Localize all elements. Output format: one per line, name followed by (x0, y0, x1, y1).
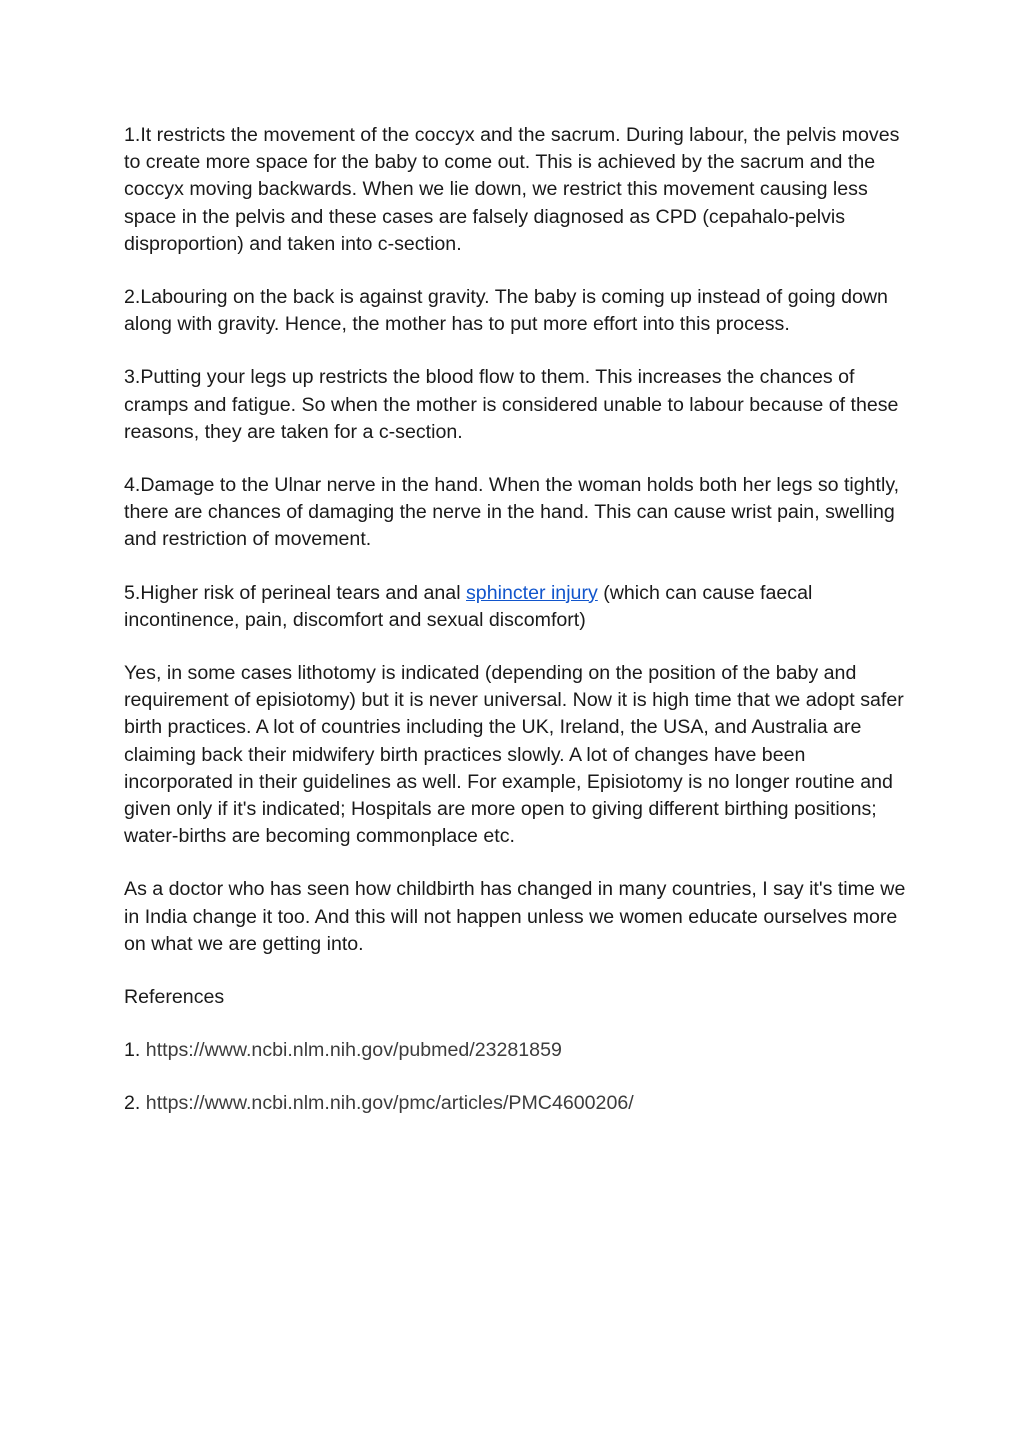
reference-item-1 (124, 1037, 914, 1064)
paragraph-point-3: 3.Putting your legs up restricts the blood flow to them. This increases the chances of cramps and fatigue. So when the mother is considered unable to labour because of these reasons, they are taken for a c-section. (124, 366, 899, 443)
paragraph-point-4: 4.Damage to the Ulnar nerve in the hand. When the woman holds both her legs so tightly, there are chances of damaging the nerve in the hand. This can cause wrist pain, swelling and restriction of movement. (124, 474, 900, 551)
reference-item-2 (124, 1090, 914, 1117)
references-heading: References (124, 986, 225, 1009)
reference-url-1[interactable]: https://www.ncbi.nlm.nih.gov/pubmed/23281859 (145, 1039, 562, 1062)
paragraph-lithotomy-discussion: Yes, in some cases lithotomy is indicated (depending on the position of the baby and requirement of episiotomy) but it is never universal. Now it is high time that we adopt safer birth practices. A lot of countries including the UK, Ireland, the USA, and Australia are claiming back their midwifery birth practices slowly. A lot of changes have been incorporated in their guidelines as well. For example, Episiotomy is no longer routine and given only if it's indicated; Hospitals are more open to giving different birthing positions; water-births are becoming commonplace etc. (124, 662, 904, 848)
reference-number-2: 2. (124, 1092, 146, 1115)
reference-url-2[interactable]: https://www.ncbi.nlm.nih.gov/pmc/articles/PMC4600206/ (145, 1092, 634, 1115)
paragraph-point-2: 2.Labouring on the back is against gravity. The baby is coming up instead of going down along with gravity. Hence, the mother has to put more effort into this process. (124, 286, 888, 336)
document-body (124, 122, 914, 1144)
paragraph-point-5-text-start: 5.Higher risk of perineal tears and anal (124, 581, 466, 604)
paragraph-point-5-text-end: (which can cause faecal incontinence, pain, discomfort and sexual discomfort) (124, 581, 813, 631)
paragraph-conclusion: As a doctor who has seen how childbirth has changed in many countries, I say it's time we in India change it too. And this will not happen unless we women educate ourselves more on what we are getting into. (124, 878, 906, 955)
paragraph-point-5 (124, 580, 914, 634)
sphincter-injury-link[interactable]: sphincter injury (466, 581, 598, 604)
reference-number-1: 1. (124, 1039, 146, 1062)
paragraph-point-1: 1.It restricts the movement of the coccyx and the sacrum. During labour, the pelvis moves to create more space for the baby to come out. This is achieved by the sacrum and the coccyx moving backwards. When we lie down, we restrict this movement causing less space in the pelvis and these cases are falsely diagnosed as CPD (cepahalo-pelvis disproportion) and taken into c-section. (124, 124, 900, 255)
